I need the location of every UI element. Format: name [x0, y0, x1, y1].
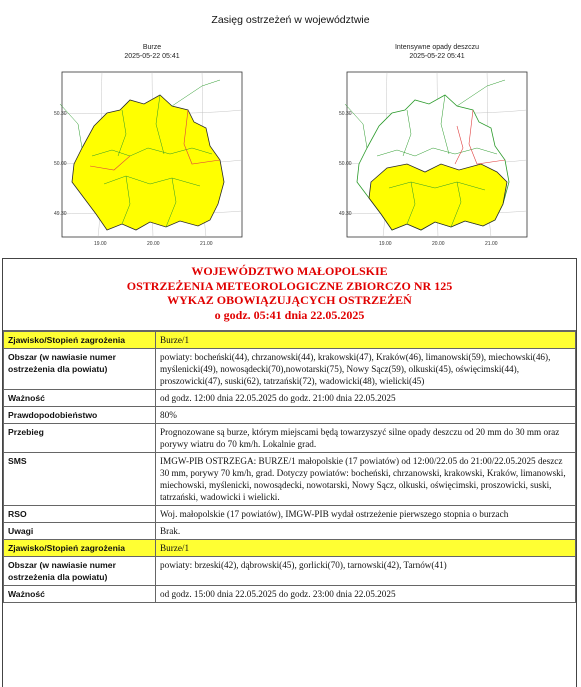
x-tick: 21.00: [200, 241, 213, 247]
course-value: Prognozowane są burze, którym miejscami będą towarzyszyć silne opady deszczu od 20 mm do 30 mm oraz porywy wiatru do 70 km/h. Lokalnie grad.: [156, 424, 576, 453]
notes-label: Uwagi: [4, 523, 156, 540]
validity-value: od godz. 12:00 dnia 22.05.2025 do godz. 21:00 dnia 22.05.2025: [156, 390, 576, 407]
map-datetime: 2025-05-22 05:41: [124, 52, 180, 60]
phenomenon-value: Burze/1: [156, 540, 576, 557]
warning-document: [2, 258, 577, 687]
area-label: Obszar (w nawiasie numer ostrzeżenia dla powiatu): [4, 349, 156, 390]
phenomenon-label: Zjawisko/Stopień zagrożenia: [4, 332, 156, 349]
x-tick: 20.00: [147, 241, 160, 247]
table-row: [4, 540, 576, 557]
map-panel-burze: [52, 44, 252, 259]
validity-label: Ważność: [4, 390, 156, 407]
x-tick: 19.00: [94, 241, 107, 247]
table-row: [4, 349, 576, 390]
table-row: [4, 453, 576, 506]
map-datetime: 2025-05-22 05:41: [409, 52, 465, 60]
document-header: [3, 259, 576, 331]
map-opady: [337, 64, 537, 247]
table-row: [4, 390, 576, 407]
table-row: [4, 506, 576, 523]
y-tick: 49.30: [54, 211, 67, 217]
table-row: [4, 557, 576, 586]
area-value: powiaty: brzeski(42), dąbrowski(45), gorlicki(70), tarnowski(42), Tarnów(41): [156, 557, 576, 586]
sms-value: IMGW-PIB OSTRZEGA: BURZE/1 małopolskie (17 powiatów) od 12:00/22.05 do 21:00/22.05.2025 deszcz 30 mm, porywy 70 km/h, grad. Dotyczy powiatów: bocheński, chrzanowski, krakowski, Kraków, limanowski, miechowski, myślenicki, nowosądecki, nowotarski, Nowy Sącz, olkuski, oświęcimski, proszowicki, suski, tatrzański, wadowicki i wielicki.: [156, 453, 576, 506]
warnings-table: [3, 331, 576, 603]
rain-warning-area: [369, 164, 507, 230]
probability-value: 80%: [156, 407, 576, 424]
rso-label: RSO: [4, 506, 156, 523]
x-tick: 21.00: [485, 241, 498, 247]
notes-value: Brak.: [156, 523, 576, 540]
course-label: Przebieg: [4, 424, 156, 453]
table-row: [4, 332, 576, 349]
rso-value: Woj. małopolskie (17 powiatów), IMGW-PIB wydał ostrzeżenie pierwszego stopnia o burzach: [156, 506, 576, 523]
table-row: [4, 407, 576, 424]
x-tick: 20.00: [432, 241, 445, 247]
area-value: powiaty: bocheński(44), chrzanowski(44), krakowski(47), Kraków(46), limanowski(59), miechowski(46), myślenicki(49), nowosądecki(70),nowotarski(75), Nowy Sącz(59), olkuski(45), oświęcimski(44), proszowicki(47), suski(62), tatrzański(72), wadowicki(48), wielicki(45): [156, 349, 576, 390]
y-tick: 49.30: [339, 211, 352, 217]
header-region: WOJEWÓDZTWO MAŁOPOLSKIE: [191, 264, 388, 278]
y-tick: 50.30: [339, 111, 352, 117]
phenomenon-label: Zjawisko/Stopień zagrożenia: [4, 540, 156, 557]
header-time: o godz. 05:41 dnia 22.05.2025: [214, 307, 365, 322]
phenomenon-value: Burze/1: [156, 332, 576, 349]
sms-label: SMS: [4, 453, 156, 506]
table-row: [4, 424, 576, 453]
probability-label: Prawdopodobieństwo: [4, 407, 156, 424]
header-title: OSTRZEŻENIA METEOROLOGICZNE ZBIORCZO NR 125: [126, 278, 453, 293]
y-tick: 50.30: [54, 111, 67, 117]
validity-value: od godz. 15:00 dnia 22.05.2025 do godz. 23:00 dnia 22.05.2025: [156, 586, 576, 603]
map-title: Burze: [142, 44, 162, 51]
map-burze: [52, 64, 252, 247]
validity-label: Ważność: [4, 586, 156, 603]
x-tick: 19.00: [379, 241, 392, 247]
table-row: [4, 523, 576, 540]
y-tick: 50.00: [54, 161, 67, 167]
map-title: Intensywne opady deszczu: [394, 44, 480, 51]
map-panel-opady: [337, 44, 537, 259]
y-tick: 50.00: [339, 161, 352, 167]
header-subtitle: WYKAZ OBOWIĄZUJĄCYCH OSTRZEŻEŃ: [167, 293, 412, 307]
area-label: Obszar (w nawiasie numer ostrzeżenia dla powiatu): [4, 557, 156, 586]
table-row: [4, 586, 576, 603]
page-title: Zasięg ostrzeżeń w województwie: [211, 14, 370, 26]
